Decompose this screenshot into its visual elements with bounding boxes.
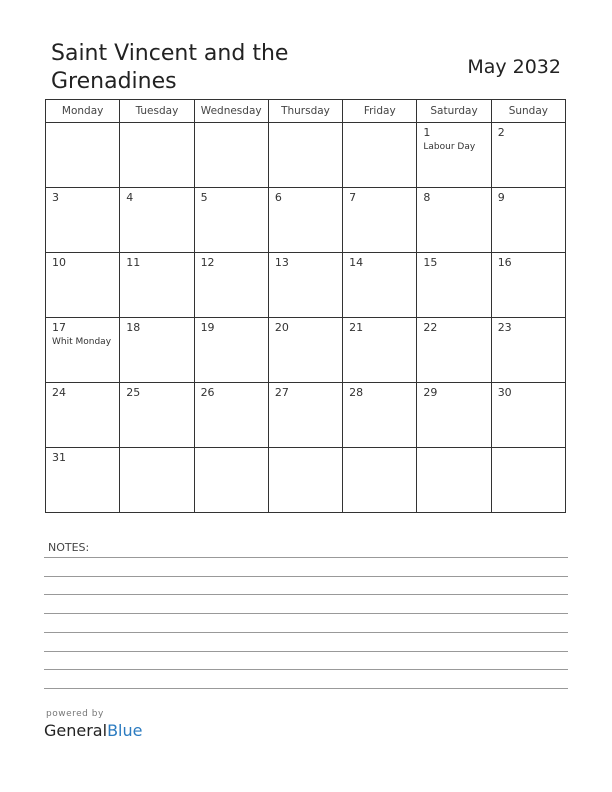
day-number: 19 (200, 321, 215, 334)
note-line (44, 613, 568, 614)
day-cell (417, 253, 491, 318)
weekday-header-row (46, 100, 566, 123)
notes-label: NOTES: (48, 541, 90, 554)
day-cell (46, 123, 120, 188)
day-number: 17 (52, 321, 66, 334)
day-number: 24 (52, 386, 66, 399)
day-cell (194, 123, 268, 188)
day-cell (194, 188, 268, 253)
day-number: 7 (349, 191, 357, 204)
title-line-2: Grenadines (51, 69, 177, 94)
weekday-header: Wednesday (194, 100, 268, 123)
day-cell (417, 383, 491, 448)
day-cell (343, 318, 417, 383)
day-number: 23 (497, 321, 512, 334)
day-number: 16 (497, 256, 512, 269)
day-cell (120, 188, 194, 253)
day-cell (491, 188, 565, 253)
day-cell (343, 383, 417, 448)
weekday-header: Monday (46, 100, 120, 123)
day-cell (120, 448, 194, 513)
month-label: May 2032 (467, 56, 561, 78)
day-cell (268, 123, 342, 188)
note-line (44, 557, 568, 558)
day-cell (268, 188, 342, 253)
generalblue-logo (44, 721, 142, 740)
day-cell (491, 123, 565, 188)
week-row (46, 123, 566, 188)
note-line (44, 669, 568, 670)
note-line (44, 632, 568, 633)
day-number: 1 (423, 126, 431, 139)
day-cell (491, 448, 565, 513)
calendar-grid (45, 99, 566, 513)
week-row (46, 318, 566, 383)
day-cell (46, 188, 120, 253)
day-cell (343, 123, 417, 188)
weekday-header: Sunday (491, 100, 565, 123)
day-number: 20 (274, 321, 289, 334)
note-line (44, 576, 568, 577)
day-cell (417, 188, 491, 253)
day-cell (491, 253, 565, 318)
day-cell (417, 448, 491, 513)
day-number: 27 (274, 386, 289, 399)
weekday-header: Thursday (268, 100, 342, 123)
day-cell (268, 318, 342, 383)
day-cell (120, 123, 194, 188)
day-number: 18 (126, 321, 141, 334)
day-cell (417, 318, 491, 383)
day-number: 31 (52, 451, 66, 464)
day-cell (120, 318, 194, 383)
note-line (44, 688, 568, 689)
day-cell (417, 123, 491, 188)
day-cell (46, 383, 120, 448)
day-number: 8 (423, 191, 431, 204)
day-cell (268, 383, 342, 448)
day-number: 5 (200, 191, 208, 204)
day-cell (343, 253, 417, 318)
day-number: 13 (274, 256, 289, 269)
note-line (44, 594, 568, 595)
calendar-title (51, 40, 381, 96)
day-cell (268, 253, 342, 318)
day-number: 21 (349, 321, 364, 334)
day-cell (491, 318, 565, 383)
week-row (46, 188, 566, 253)
week-row (46, 448, 566, 513)
day-number: 30 (497, 386, 512, 399)
day-cell (120, 253, 194, 318)
day-cell (120, 383, 194, 448)
day-cell (46, 448, 120, 513)
day-cell (46, 318, 120, 383)
day-number: 15 (423, 256, 438, 269)
day-number: 14 (349, 256, 364, 269)
day-number: 4 (126, 191, 134, 204)
day-cell (194, 253, 268, 318)
weekday-header: Tuesday (120, 100, 194, 123)
day-number: 29 (423, 386, 438, 399)
day-number: 6 (274, 191, 282, 204)
week-row (46, 383, 566, 448)
day-number: 3 (52, 191, 59, 204)
day-cell (268, 448, 342, 513)
day-cell (46, 253, 120, 318)
day-cell (343, 188, 417, 253)
day-number: 10 (52, 256, 66, 269)
day-number: 26 (200, 386, 215, 399)
day-number: 22 (423, 321, 438, 334)
powered-by-text: powered by (46, 709, 104, 719)
day-cell (343, 448, 417, 513)
holiday-label: Whit Monday (52, 337, 112, 347)
week-row (46, 253, 566, 318)
weekday-header: Friday (343, 100, 417, 123)
note-line (44, 651, 568, 652)
brand-blue: Blue (107, 721, 143, 740)
day-cell (194, 318, 268, 383)
weekday-header: Saturday (417, 100, 491, 123)
day-number: 25 (126, 386, 141, 399)
day-number: 28 (349, 386, 364, 399)
day-number: 12 (200, 256, 215, 269)
holiday-label: Labour Day (423, 142, 476, 152)
title-line-1: Saint Vincent and the (51, 41, 289, 66)
day-cell (194, 448, 268, 513)
day-cell (491, 383, 565, 448)
brand-general: General (44, 721, 108, 740)
day-number: 9 (497, 191, 505, 204)
day-number: 11 (126, 256, 141, 269)
day-cell (194, 383, 268, 448)
day-number: 2 (497, 126, 505, 139)
